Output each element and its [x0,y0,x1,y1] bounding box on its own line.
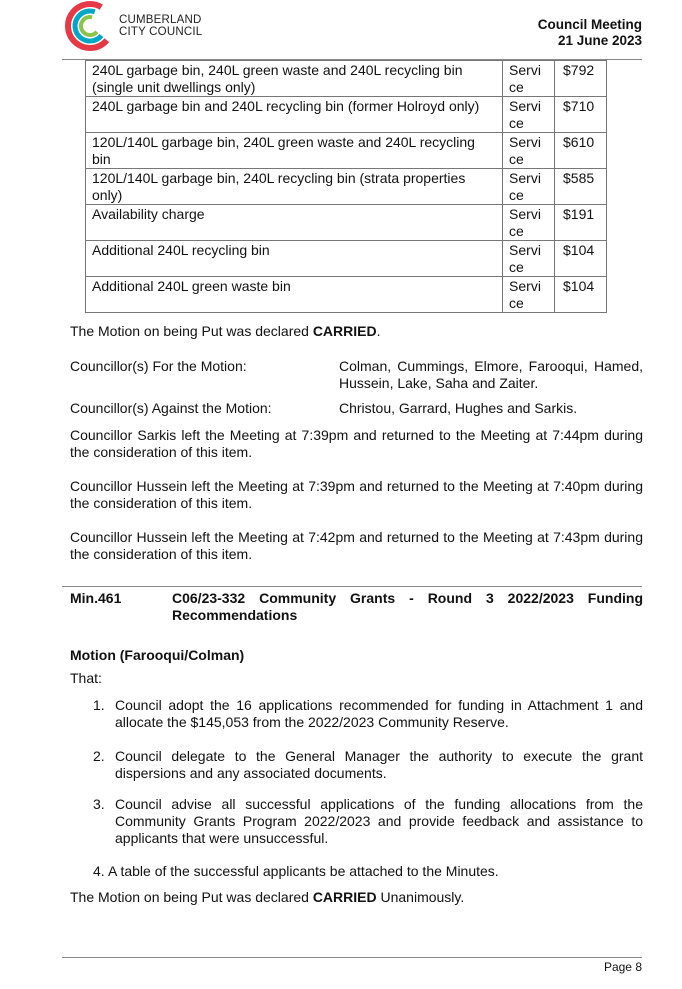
for-motion-names: Colman, Cummings, Elmore, Farooqui, Hamed, Hussein, Lake, Saha and Zaiter. [339,358,643,391]
org-name [119,14,202,38]
fee-amount: $104 [555,241,607,277]
motion-result-word: CARRIED [312,323,377,339]
list-item-number: 3. [93,796,105,812]
for-motion-label: Councillor(s) For the Motion: [70,358,247,374]
fee-amount: $585 [555,169,607,205]
against-motion-names: Christou, Garrard, Hughes and Sarkis. [339,400,578,416]
table-row [86,277,607,313]
motion-result-suffix: Unanimously. [376,889,465,905]
meeting-info [538,17,642,49]
fee-description: 120L/140L garbage bin, 240L recycling bin (strata properties only) [86,169,503,205]
list-item: A table of the successful applicants be attached to the Minutes. [108,863,499,879]
table-row [86,133,607,169]
fee-description: Additional 240L recycling bin [86,241,503,277]
table-row [86,61,607,97]
that-label: That: [70,670,102,686]
fee-amount: $792 [555,61,607,97]
fee-type: Servi ce [503,277,555,313]
fee-amount: $610 [555,133,607,169]
footer-divider [62,957,642,958]
fee-description: Availability charge [86,205,503,241]
attendance-note: Councillor Hussein left the Meeting at 7:42pm and returned to the Meeting at 7:43pm during the consideration of this item. [70,529,643,562]
minute-title: C06/23-332 Community Grants - Round 3 2022/2023 Funding Recommendations [172,590,643,623]
fee-table-body [86,61,607,313]
list-item: Council delegate to the General Manager the authority to execute the grant dispersions and any associated documents. [115,748,643,781]
motion-result-suffix: . [376,323,381,339]
fee-description: Additional 240L green waste bin [86,277,503,313]
fee-type: Servi ce [503,133,555,169]
minute-number: Min.461 [70,590,122,606]
fee-type: Servi ce [503,169,555,205]
fee-amount: $104 [555,277,607,313]
fee-type: Servi ce [503,241,555,277]
motion-result-word: CARRIED [312,889,377,905]
fee-table [85,60,607,313]
list-item: Council adopt the 16 applications recommended for funding in Attachment 1 and allocate the $145,053 from the 2022/2023 Community Reserve. [115,697,643,730]
motion-result-text: The Motion on being Put was declared [70,323,313,339]
table-row [86,241,607,277]
org-name-line1: CUMBERLAND [119,14,202,26]
cumberland-logo-icon [64,0,116,52]
fee-type: Servi ce [503,97,555,133]
meeting-date: 21 June 2023 [557,33,642,48]
list-item-number: 1. [93,697,105,713]
table-row [86,97,607,133]
attendance-note: Councillor Hussein left the Meeting at 7:39pm and returned to the Meeting at 7:40pm during the consideration of this item. [70,478,643,511]
fee-type: Servi ce [503,205,555,241]
motion-result-text: The Motion on being Put was declared [70,889,313,905]
motion-result [70,323,643,340]
table-row [86,205,607,241]
fee-type: Servi ce [503,61,555,97]
page-number: Page 8 [603,960,642,974]
list-item: Council advise all successful applications of the funding allocations from the Community Grants Program 2022/2023 and provide feedback and assistance to applicants that were unsuccessful. [115,796,643,846]
fee-amount: $710 [555,97,607,133]
fee-description: 240L garbage bin and 240L recycling bin (former Holroyd only) [86,97,503,133]
fee-amount: $191 [555,205,607,241]
table-row [86,169,607,205]
fee-description: 240L garbage bin, 240L green waste and 240L recycling bin (single unit dwellings only) [86,61,503,97]
against-motion-label: Councillor(s) Against the Motion: [70,400,272,416]
meeting-title: Council Meeting [537,17,642,32]
motion-heading: Motion (Farooqui/Colman) [70,647,245,663]
list-item-number: 2. [93,748,105,764]
list-item-number: 4. [93,863,105,879]
section-divider [62,586,642,587]
motion-result [70,889,643,906]
fee-description: 120L/140L garbage bin, 240L green waste and 240L recycling bin [86,133,503,169]
attendance-note: Councillor Sarkis left the Meeting at 7:39pm and returned to the Meeting at 7:44pm during the consideration of this item. [70,427,643,460]
org-name-line2: CITY COUNCIL [119,26,203,38]
page-header [0,0,682,60]
